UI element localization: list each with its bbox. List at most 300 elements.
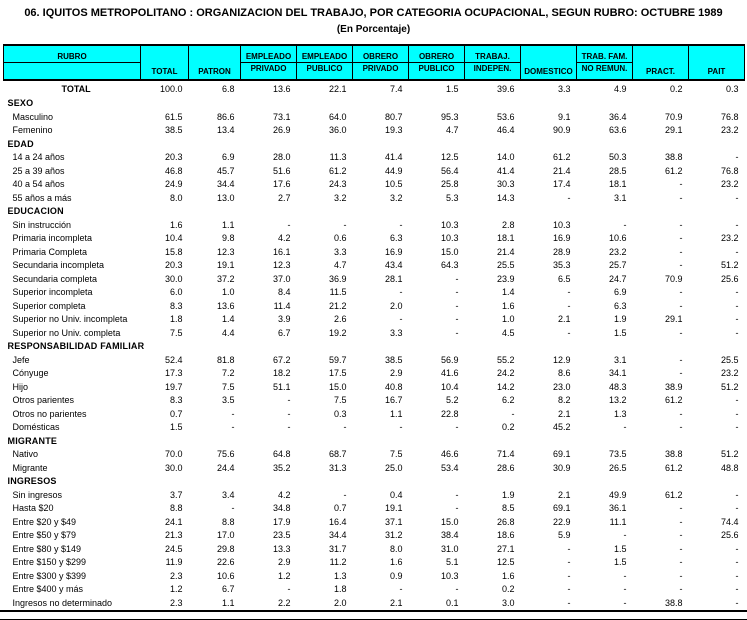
value-cell: 7.5 <box>333 395 347 405</box>
col-header-obrero-publico: OBRERO <box>409 45 465 63</box>
value-cell: 24.3 <box>328 179 347 189</box>
value-cell: 41.6 <box>440 368 459 378</box>
value-cell: 25.6 <box>720 273 739 284</box>
value-cell: 21.4 <box>552 165 571 176</box>
value-cell <box>141 205 189 219</box>
value-cell: - <box>735 152 739 162</box>
row-label: SEXO <box>7 98 34 108</box>
value-cell: 18.1 <box>496 233 515 243</box>
value-cell: 37.1 <box>384 516 403 527</box>
value-cell: 9.8 <box>221 233 235 243</box>
value-cell: 38.4 <box>440 530 459 540</box>
value-cell: 46.6 <box>440 449 459 459</box>
table-row <box>4 529 745 543</box>
value-cell: 12.3 <box>272 260 291 270</box>
row-label: Entre $300 y $399 <box>12 570 87 581</box>
value-cell: 1.6 <box>169 219 183 230</box>
col-header-obrero-privado: OBRERO <box>353 45 409 63</box>
row-label: Entre $80 y $149 <box>12 543 82 554</box>
value-cell: 38.8 <box>664 597 683 608</box>
value-cell: - <box>623 584 627 594</box>
value-cell: - <box>679 192 683 203</box>
value-cell <box>521 435 577 449</box>
value-cell: 0.9 <box>389 570 403 581</box>
value-cell: - <box>567 543 571 554</box>
value-cell: 63.6 <box>608 125 627 135</box>
value-cell <box>189 475 241 489</box>
value-cell: 11.2 <box>329 557 347 567</box>
section-row <box>4 97 745 111</box>
value-cell: 22.6 <box>216 557 235 567</box>
table-row <box>4 313 745 327</box>
value-cell <box>241 340 297 354</box>
value-cell: 30.3 <box>496 179 515 189</box>
section-row <box>4 205 745 219</box>
table-row <box>4 502 745 516</box>
table-row <box>4 367 745 381</box>
row-label: MIGRANTE <box>7 435 58 446</box>
value-cell: 64.3 <box>440 260 459 270</box>
value-cell: 14.2 <box>496 381 515 392</box>
value-cell: 6.5 <box>557 273 571 284</box>
row-label: 55 años a más <box>12 192 72 203</box>
value-cell: 3.3 <box>389 327 403 338</box>
col-header-obrero-privado-line2: PRIVADO <box>353 63 409 81</box>
value-cell: 13.0 <box>216 192 235 203</box>
value-cell: 25.8 <box>440 179 459 189</box>
value-cell: 28.0 <box>272 152 291 162</box>
table-row <box>4 327 745 341</box>
value-cell <box>409 205 465 219</box>
value-cell: 7.5 <box>221 381 235 392</box>
value-cell: 7.2 <box>221 368 235 378</box>
value-cell: 4.7 <box>333 260 347 270</box>
col-header-empleado-publico-line2: PUBLICO <box>297 63 353 81</box>
table-row <box>4 151 745 165</box>
value-cell: 25.6 <box>720 530 739 540</box>
row-label: Nativo <box>12 449 39 459</box>
value-cell <box>633 340 689 354</box>
value-cell: 16.9 <box>384 246 403 257</box>
value-cell <box>409 138 465 152</box>
value-cell: 53.6 <box>496 111 515 122</box>
value-cell: 6.3 <box>613 300 627 311</box>
value-cell: 0.3 <box>725 84 739 94</box>
value-cell: - <box>567 570 571 581</box>
value-cell <box>241 435 297 449</box>
value-cell: - <box>735 192 739 203</box>
value-cell: 22.9 <box>552 516 571 527</box>
value-cell: - <box>623 530 627 540</box>
value-cell <box>189 340 241 354</box>
value-cell <box>141 97 189 111</box>
value-cell: 3.1 <box>613 192 627 203</box>
value-cell: 69.1 <box>552 503 571 513</box>
row-label: Masculino <box>12 111 54 122</box>
row-label: Ingresos no determinado <box>12 597 113 608</box>
value-cell: 76.8 <box>720 111 739 122</box>
value-cell <box>577 475 633 489</box>
value-cell: 4.2 <box>277 489 291 500</box>
value-cell: - <box>679 408 683 419</box>
table-row <box>4 381 745 395</box>
value-cell: 8.3 <box>169 300 183 311</box>
value-cell <box>353 340 409 354</box>
value-cell <box>577 205 633 219</box>
value-cell: 11.3 <box>329 152 347 162</box>
value-cell: 15.0 <box>440 246 459 257</box>
value-cell: 70.9 <box>664 111 683 122</box>
value-cell: 70.9 <box>664 273 683 284</box>
table-row <box>4 111 745 125</box>
value-cell: 74.4 <box>720 516 739 527</box>
value-cell: 61.5 <box>164 111 183 122</box>
value-cell: 67.2 <box>272 354 291 365</box>
value-cell <box>689 435 745 449</box>
value-cell: 1.1 <box>221 597 235 608</box>
section-row <box>4 138 745 152</box>
value-cell <box>297 205 353 219</box>
value-cell <box>465 435 521 449</box>
value-cell: 24.2 <box>496 368 515 378</box>
row-label: Cónyuge <box>12 368 49 378</box>
value-cell: 28.9 <box>552 246 571 257</box>
value-cell: 19.1 <box>216 260 235 270</box>
value-cell <box>521 138 577 152</box>
value-cell: 18.6 <box>496 530 515 540</box>
value-cell: 12.3 <box>216 246 235 257</box>
value-cell: 1.4 <box>221 314 235 324</box>
value-cell: 26.8 <box>496 516 515 527</box>
table-row <box>4 597 745 611</box>
value-cell: 6.9 <box>221 152 235 162</box>
value-cell <box>689 340 745 354</box>
row-label: Sin instrucción <box>12 219 72 230</box>
col-header-pract: PRACT. <box>633 45 689 80</box>
value-cell: - <box>231 408 235 419</box>
value-cell: 51.2 <box>720 260 739 270</box>
value-cell: 46.8 <box>164 165 183 176</box>
value-cell: 75.6 <box>216 449 235 459</box>
value-cell <box>297 97 353 111</box>
value-cell: - <box>567 287 571 297</box>
value-cell: 1.6 <box>501 570 515 581</box>
value-cell: 7.4 <box>389 84 403 94</box>
value-cell: 100.0 <box>159 84 183 94</box>
table-row <box>4 232 745 246</box>
value-cell <box>141 138 189 152</box>
col-header-trabaj-indepen: TRABAJ. <box>465 45 521 63</box>
value-cell <box>689 97 745 111</box>
value-cell: - <box>735 287 739 297</box>
value-cell: - <box>399 219 403 230</box>
table-row <box>4 448 745 462</box>
value-cell: 1.2 <box>169 584 183 594</box>
value-cell: 36.9 <box>328 273 347 284</box>
value-cell <box>521 205 577 219</box>
value-cell <box>409 435 465 449</box>
value-cell <box>297 475 353 489</box>
value-cell: 0.3 <box>333 408 347 419</box>
value-cell: 0.2 <box>501 584 515 594</box>
value-cell <box>633 205 689 219</box>
value-cell: 16.4 <box>328 516 347 527</box>
value-cell <box>353 138 409 152</box>
value-cell: 30.0 <box>164 273 183 284</box>
value-cell: - <box>567 327 571 338</box>
value-cell: - <box>735 219 739 230</box>
value-cell: 13.4 <box>216 125 235 135</box>
value-cell: 64.8 <box>272 449 291 459</box>
value-cell: - <box>735 246 739 257</box>
value-cell: 0.2 <box>669 84 683 94</box>
value-cell: 2.1 <box>557 408 571 419</box>
value-cell: 3.1 <box>613 354 627 365</box>
value-cell: 2.9 <box>277 557 291 567</box>
value-cell: 17.0 <box>216 530 235 540</box>
value-cell: 1.5 <box>613 557 627 567</box>
row-label: Hasta $20 <box>12 503 54 513</box>
value-cell: - <box>567 557 571 567</box>
row-label: Sin ingresos <box>12 489 63 500</box>
value-cell: 0.7 <box>169 408 183 419</box>
row-label: Otros parientes <box>12 395 75 405</box>
value-cell <box>241 138 297 152</box>
row-label: Femenino <box>12 125 53 135</box>
value-cell: 1.5 <box>613 543 627 554</box>
value-cell: - <box>287 395 291 405</box>
value-cell: 13.2 <box>608 395 627 405</box>
value-cell: - <box>735 557 739 567</box>
value-cell <box>577 97 633 111</box>
value-cell: 6.7 <box>277 327 291 338</box>
col-header-empleado-privado: EMPLEADO <box>241 45 297 63</box>
value-cell: 6.2 <box>501 395 515 405</box>
value-cell <box>353 475 409 489</box>
value-cell <box>465 340 521 354</box>
value-cell: 7.5 <box>389 449 403 459</box>
value-cell: 61.2 <box>664 395 683 405</box>
value-cell: 29.8 <box>216 543 235 554</box>
value-cell: 0.1 <box>445 597 459 608</box>
row-label: EDUCACION <box>7 206 64 216</box>
value-cell: 24.5 <box>164 543 183 554</box>
value-cell: - <box>735 408 739 419</box>
value-cell: 11.9 <box>165 557 183 567</box>
value-cell: 37.2 <box>216 273 235 284</box>
value-cell: 90.9 <box>552 125 571 135</box>
value-cell: - <box>735 395 739 405</box>
value-cell: 19.7 <box>164 381 183 392</box>
value-cell: - <box>455 300 459 311</box>
row-label: Primaria Completa <box>12 246 88 257</box>
value-cell: - <box>735 584 739 594</box>
value-cell: 26.9 <box>272 125 291 135</box>
value-cell: 51.2 <box>720 381 739 392</box>
value-cell: 0.7 <box>333 503 347 513</box>
value-cell: 1.6 <box>389 557 403 567</box>
value-cell: - <box>455 503 459 513</box>
value-cell: 31.7 <box>328 543 347 554</box>
value-cell <box>241 475 297 489</box>
value-cell <box>633 97 689 111</box>
value-cell: 61.2 <box>664 165 683 176</box>
value-cell: - <box>343 219 347 230</box>
value-cell: 2.3 <box>169 597 183 608</box>
value-cell <box>297 435 353 449</box>
value-cell: - <box>567 192 571 203</box>
value-cell: 38.5 <box>164 125 183 135</box>
row-label: Entre $20 y $49 <box>12 516 77 527</box>
value-cell: 18.2 <box>272 368 291 378</box>
value-cell: - <box>287 584 291 594</box>
row-label: Migrante <box>12 462 48 473</box>
table-row <box>4 286 745 300</box>
value-cell: 19.1 <box>384 503 403 513</box>
value-cell: 41.4 <box>384 152 403 162</box>
value-cell: 61.2 <box>664 489 683 500</box>
value-cell: - <box>287 219 291 230</box>
value-cell: 38.8 <box>664 449 683 459</box>
value-cell: - <box>679 530 683 540</box>
value-cell: 10.5 <box>384 179 403 189</box>
value-cell: 41.4 <box>496 165 515 176</box>
value-cell: 10.3 <box>440 233 459 243</box>
value-cell: 1.5 <box>445 84 459 94</box>
row-label: Secundaria incompleta <box>12 260 105 270</box>
value-cell: 12.9 <box>552 354 571 365</box>
value-cell: 7.5 <box>169 327 183 338</box>
value-cell: - <box>455 314 459 324</box>
value-cell: 17.6 <box>272 179 291 189</box>
value-cell <box>521 475 577 489</box>
value-cell: 11.4 <box>273 300 291 311</box>
page-title: 06. IQUITOS METROPOLITANO : ORGANIZACION DEL TRABAJO, POR CATEGORIA OCUPACIONAL, SEGUN RUBRO: OCTUBRE 1989 <box>24 7 723 19</box>
value-cell: 12.5 <box>496 557 515 567</box>
value-cell: 26.5 <box>608 462 627 473</box>
value-cell <box>297 340 353 354</box>
value-cell: 3.9 <box>277 314 291 324</box>
value-cell: 2.7 <box>277 192 291 203</box>
value-cell: - <box>399 584 403 594</box>
table-row <box>4 259 745 273</box>
value-cell: 8.0 <box>389 543 403 554</box>
value-cell: - <box>679 516 683 527</box>
row-label: TOTAL <box>61 84 91 94</box>
value-cell <box>353 205 409 219</box>
table-row <box>4 556 745 570</box>
value-cell: 5.2 <box>445 395 459 405</box>
value-cell: 10.6 <box>608 233 627 243</box>
value-cell: 37.0 <box>272 273 291 284</box>
page-subtitle: (En Porcentaje) <box>336 24 411 35</box>
row-label: Superior no Univ. completa <box>12 327 121 338</box>
value-cell: 24.4 <box>216 462 235 473</box>
value-cell <box>241 97 297 111</box>
value-cell: 3.3 <box>557 84 571 94</box>
value-cell: - <box>679 354 683 365</box>
row-label: 14 a 24 años <box>12 152 65 162</box>
value-cell: 51.1 <box>272 381 291 392</box>
value-cell: 13.3 <box>272 543 291 554</box>
row-label: Domésticas <box>12 422 60 432</box>
value-cell: 31.3 <box>328 462 347 473</box>
value-cell: 9.1 <box>557 111 571 122</box>
value-cell: - <box>679 422 683 432</box>
value-cell <box>577 138 633 152</box>
value-cell: - <box>735 422 739 432</box>
value-cell: 0.2 <box>501 422 515 432</box>
value-cell: - <box>623 597 627 608</box>
table-row <box>4 354 745 368</box>
value-cell: - <box>567 597 571 608</box>
value-cell <box>189 138 241 152</box>
value-cell <box>633 475 689 489</box>
table-row <box>4 570 745 584</box>
value-cell: 48.3 <box>608 381 627 392</box>
value-cell: - <box>735 327 739 338</box>
value-cell: 71.4 <box>496 449 515 459</box>
table-row <box>4 219 745 233</box>
value-cell: 1.4 <box>501 287 515 297</box>
value-cell: - <box>455 273 459 284</box>
value-cell: 10.3 <box>440 570 459 581</box>
value-cell: 48.8 <box>720 462 739 473</box>
value-cell: 1.5 <box>169 422 183 432</box>
value-cell: 28.1 <box>384 273 403 284</box>
value-cell <box>141 475 189 489</box>
value-cell <box>141 340 189 354</box>
value-cell: 50.3 <box>608 152 627 162</box>
value-cell: 30.0 <box>164 462 183 473</box>
value-cell: 95.3 <box>440 111 459 122</box>
value-cell: 6.8 <box>221 84 235 94</box>
value-cell: 16.1 <box>272 246 291 257</box>
value-cell: - <box>679 219 683 230</box>
value-cell: 0.6 <box>333 233 347 243</box>
col-header-empleado-publico: EMPLEADO <box>297 45 353 63</box>
value-cell: 46.4 <box>496 125 515 135</box>
table-row <box>4 408 745 422</box>
value-cell <box>353 435 409 449</box>
value-cell: 21.3 <box>164 530 183 540</box>
value-cell: - <box>399 422 403 432</box>
value-cell <box>465 205 521 219</box>
value-cell: 34.8 <box>272 503 291 513</box>
value-cell: 10.4 <box>164 233 183 243</box>
value-cell: 68.7 <box>328 449 347 459</box>
value-cell: 2.1 <box>557 314 571 324</box>
value-cell: 17.9 <box>272 516 291 527</box>
value-cell: 10.6 <box>216 570 235 581</box>
table-row <box>4 583 745 597</box>
value-cell: - <box>455 489 459 500</box>
value-cell: 23.2 <box>720 125 739 135</box>
value-cell: 8.4 <box>277 287 291 297</box>
table-row <box>4 192 745 206</box>
value-cell: - <box>679 584 683 594</box>
value-cell: 1.3 <box>333 570 347 581</box>
value-cell: 4.9 <box>613 84 627 94</box>
value-cell: 15.8 <box>164 246 183 257</box>
value-cell: 64.0 <box>328 111 347 122</box>
value-cell <box>633 138 689 152</box>
value-cell: - <box>735 570 739 581</box>
value-cell: 25.5 <box>496 260 515 270</box>
section-row <box>4 340 745 354</box>
value-cell: 23.2 <box>720 179 739 189</box>
value-cell: - <box>679 543 683 554</box>
